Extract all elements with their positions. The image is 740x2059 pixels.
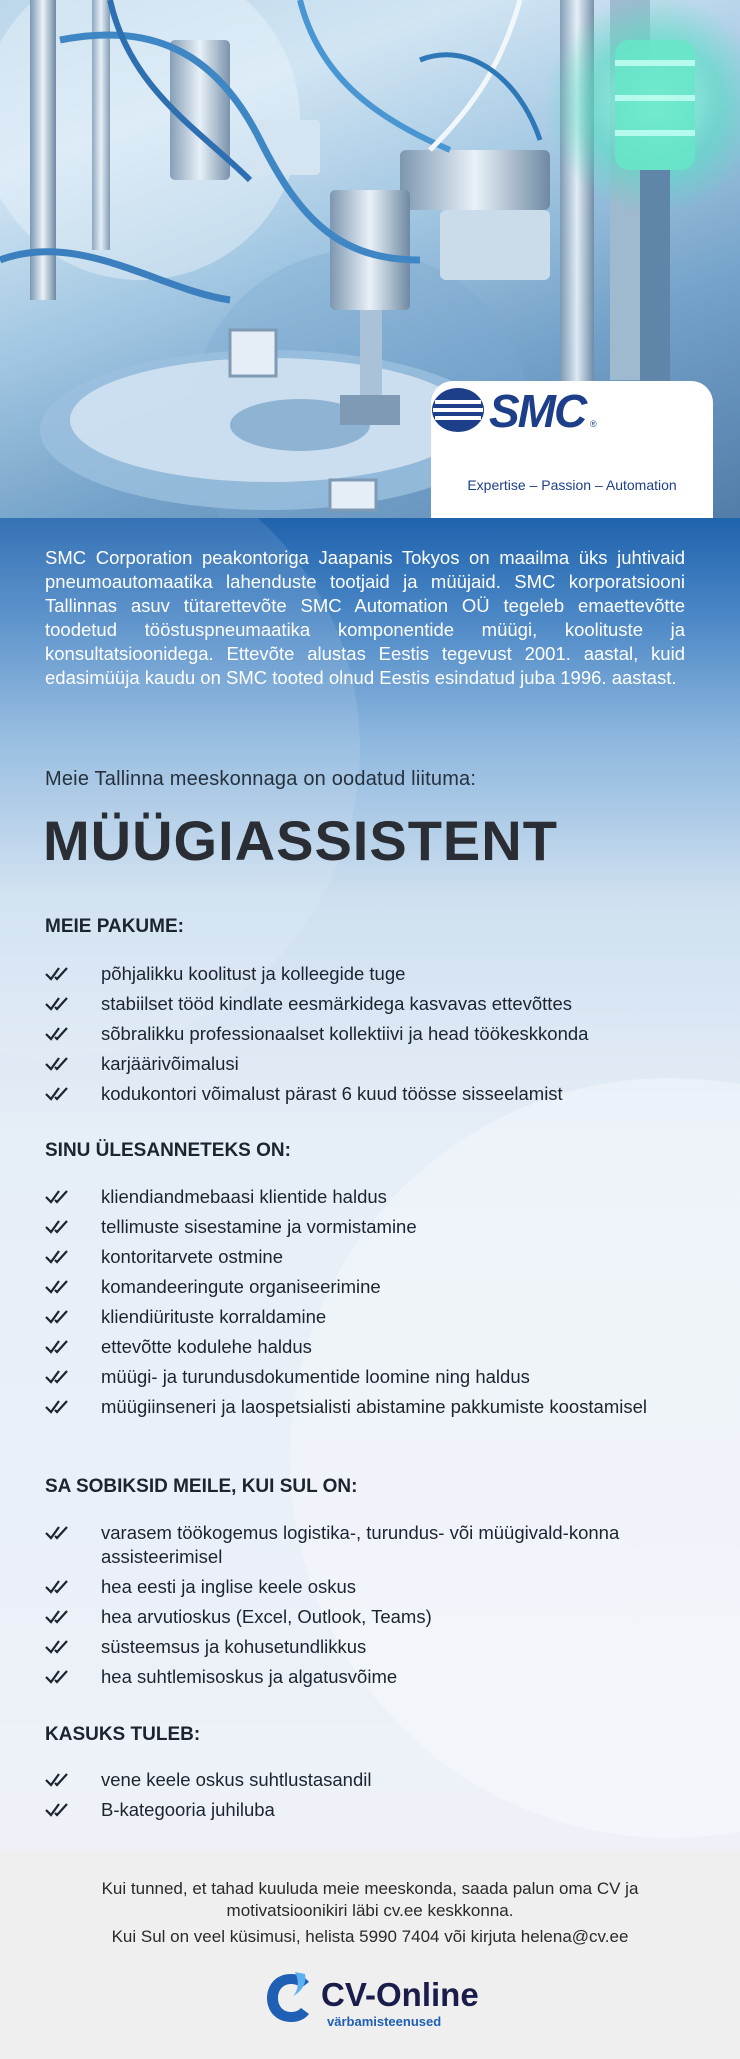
double-check-icon (45, 1339, 71, 1355)
double-check-icon (45, 1639, 71, 1655)
list-item: hea arvutioskus (Excel, Outlook, Teams) (45, 1605, 695, 1629)
double-check-icon (45, 1189, 71, 1205)
bonus-list (45, 1768, 695, 1828)
list-item: ettevõtte kodulehe haldus (45, 1335, 695, 1359)
job-title: MÜÜGIASSISTENT (43, 809, 558, 872)
tasks-list (45, 1185, 695, 1425)
section-title-requirements: SA SOBIKSID MEILE, KUI SUL ON: (45, 1476, 358, 1497)
smc-logo (431, 381, 601, 439)
double-check-icon (45, 1399, 71, 1415)
list-item: kliendiandmebaasi klientide haldus (45, 1185, 695, 1209)
section-title-tasks: SINU ÜLESANNETEKS ON: (45, 1140, 291, 1161)
double-check-icon (45, 1525, 71, 1541)
double-check-icon (45, 1669, 71, 1685)
list-item: varasem töökogemus logistika-, turundus- või müügivald-konna assisteerimisel (45, 1521, 695, 1569)
requirements-list (45, 1521, 695, 1695)
double-check-icon (45, 966, 71, 982)
hero-image (0, 0, 740, 518)
offer-list (45, 962, 695, 1112)
double-check-icon (45, 1026, 71, 1042)
double-check-icon (45, 996, 71, 1012)
double-check-icon (45, 1802, 71, 1818)
list-item: B-kategooria juhiluba (45, 1798, 695, 1822)
list-item: hea suhtlemisoskus ja algatusvõime (45, 1665, 695, 1689)
svg-text:®: ® (590, 419, 597, 429)
double-check-icon (45, 1086, 71, 1102)
smc-tagline: Expertise – Passion – Automation (467, 477, 677, 493)
list-item: sõbralikku professionaalset kollektiivi ja head töökeskkonda (45, 1022, 695, 1046)
list-item: tellimuste sisestamine ja vormistamine (45, 1215, 695, 1239)
list-item: hea eesti ja inglise keele oskus (45, 1575, 695, 1599)
lead-text: Meie Tallinna meeskonnaga on oodatud liituma: (45, 768, 477, 790)
cv-online-name: CV-Online (321, 1976, 479, 2013)
contact-info: Kui Sul on veel küsimusi, helista 5990 7404 või kirjuta helena@cv.ee (111, 1927, 629, 1946)
company-intro: SMC Corporation peakontoriga Jaapanis Tokyos on maailma üks juhtivaid pneumoautomaatika lahenduste tootjaid ja müüjaid. SMC korporatsiooni Tallinnas asuv tütarettevõte SMC Automation OÜ tegeleb emaettevõtte toodetud tööstuspneumaatika komponentide müügi, koolituste ja konsultatsioonidega. Ettevõte alustas Eestis tegevust 2001. aastal, kuid edasimüüja kaudu on SMC tooted olnud Eestis esindatud juba 1996. aastast. (45, 547, 685, 688)
svg-text:SMC: SMC (489, 385, 586, 437)
list-item: karjäärivõimalusi (45, 1052, 695, 1076)
cv-online-logo (265, 1968, 479, 2036)
section-title-bonus: KASUKS TULEB: (45, 1724, 201, 1745)
double-check-icon (45, 1219, 71, 1235)
list-item: müügi- ja turundusdokumentide loomine ning haldus (45, 1365, 695, 1389)
list-item: põhjalikku koolitust ja kolleegide tuge (45, 962, 695, 986)
list-item: kliendiürituste korraldamine (45, 1305, 695, 1329)
list-item: süsteemsus ja kohusetundlikkus (45, 1635, 695, 1659)
list-item: müügiinseneri ja laospetsialisti abistamine pakkumiste koostamisel (45, 1395, 695, 1419)
double-check-icon (45, 1579, 71, 1595)
double-check-icon (45, 1279, 71, 1295)
footer (0, 1850, 740, 2059)
list-item: kodukontori võimalust pärast 6 kuud töösse sisseelamist (45, 1082, 695, 1106)
job-description (0, 518, 740, 1850)
double-check-icon (45, 1309, 71, 1325)
double-check-icon (45, 1249, 71, 1265)
section-title-offer: MEIE PAKUME: (45, 916, 184, 937)
list-item: komandeeringute organiseerimine (45, 1275, 695, 1299)
apply-instructions: Kui tunned, et tahad kuuluda meie meeskonda, saada palun oma CV ja motivatsioonikiri läbi cv.ee keskkonna. (101, 1879, 639, 1920)
double-check-icon (45, 1056, 71, 1072)
cv-online-mark-icon (265, 1970, 317, 2026)
cv-online-subtitle: värbamisteenused (327, 2014, 442, 2029)
list-item: stabiilset tööd kindlate eesmärkidega kasvavas ettevõttes (45, 992, 695, 1016)
double-check-icon (45, 1369, 71, 1385)
double-check-icon (45, 1609, 71, 1625)
smc-logo-card (431, 381, 713, 518)
list-item: vene keele oskus suhtlustasandil (45, 1768, 695, 1792)
list-item: kontoritarvete ostmine (45, 1245, 695, 1269)
double-check-icon (45, 1772, 71, 1788)
